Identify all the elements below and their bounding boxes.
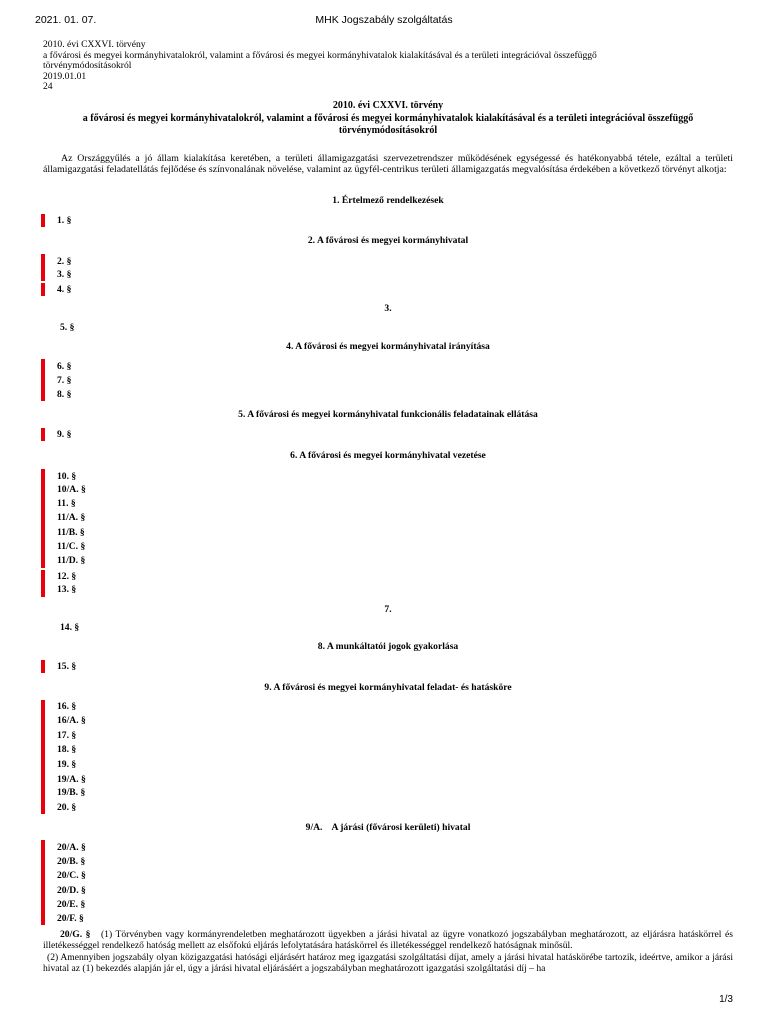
section-20e[interactable]: 20/E. §: [57, 899, 86, 910]
section-18[interactable]: 18. §: [57, 744, 77, 755]
chapter-9a-title: A járási (fővárosi kerületi) hivatal: [331, 822, 471, 833]
page-number: 1/3: [719, 994, 733, 1005]
section-15[interactable]: 15. §: [57, 661, 77, 672]
section-11[interactable]: 11. §: [57, 498, 76, 509]
section-11b[interactable]: 11/B. §: [57, 527, 85, 538]
section-20d[interactable]: 20/D. §: [57, 885, 86, 896]
meta-effective-date: 2019.01.01: [43, 70, 87, 82]
print-header: [0, 14, 768, 30]
change-marker: [41, 700, 45, 814]
chapter-3-heading: 3.: [384, 303, 392, 314]
change-marker: [41, 570, 45, 597]
section-4[interactable]: 4. §: [57, 284, 72, 295]
section-10[interactable]: 10. §: [57, 471, 77, 482]
document-title: [43, 100, 733, 138]
section-20g-label[interactable]: 20/G. §: [60, 929, 91, 940]
change-marker: [41, 254, 45, 281]
section-7[interactable]: 7. §: [57, 375, 72, 386]
document-metadata: [43, 40, 733, 93]
section-16a[interactable]: 16/A. §: [57, 715, 86, 726]
change-marker: [41, 214, 45, 227]
section-20g-text-1: (1) Törvényben vagy kormányrendeletben meghatározott ügyekben a járási hivatal az ügyre vonatkozó jogszabályban meghatározott, az eljárásra hatáskörrel és illetékességgel rendelkező hatóság mellett az elsőfokú eljárás lefolytatására hatáskörrel és illetékességgel rendelkező hatóságnak minősül.: [43, 929, 733, 951]
change-marker: [41, 359, 45, 401]
meta-law-title: 2010. évi CXXVI. törvény: [43, 39, 146, 50]
section-14[interactable]: 14. §: [60, 622, 80, 633]
chapter-1-heading: 1. Értelmező rendelkezések: [332, 195, 444, 206]
chapter-9a-heading: [43, 822, 733, 834]
title-line-3: törvénymódosításokról: [338, 125, 438, 136]
section-2[interactable]: 2. §: [57, 256, 72, 267]
change-marker: [41, 428, 45, 441]
section-9[interactable]: 9. §: [57, 429, 72, 440]
section-20g-paragraph-1: [43, 929, 733, 951]
change-marker: [41, 283, 45, 296]
chapter-9a-number: 9/A.: [305, 822, 323, 833]
meta-number: 24: [43, 81, 53, 93]
title-line-2: a fővárosi és megyei kormányhivatalokról, valamint a fővárosi és megyei kormányhivatalok kialakításával és a területi integrációval összefüggő: [82, 112, 694, 124]
meta-law-subtitle: a fővárosi és megyei kormányhivatalokról, valamint a fővárosi és megyei kormányhivatalok kialakításával és a területi integrációval összefüggő: [43, 49, 597, 61]
preamble: Az Országgyűlés a jó állam kialakítása keretében, a területi államigazgatási szervezetrendszer működésének egységessé és hatékonyabbá tétele, ezáltal a területi államigazgatási feladatellátás fejlődése és színvonalának növelése, valamint az ügyfél-centrikus területi államigazgatás megvalósítása érdekében a következő törvényt alkotja:: [43, 153, 733, 176]
print-date: 2021. 01. 07.: [35, 14, 97, 26]
section-20a[interactable]: 20/A. §: [57, 842, 86, 853]
section-20b[interactable]: 20/B. §: [57, 856, 86, 867]
chapter-9-heading: 9. A fővárosi és megyei kormányhivatal feladat- és hatásköre: [264, 682, 512, 693]
chapter-7-heading: 7.: [384, 604, 392, 615]
section-19b[interactable]: 19/B. §: [57, 787, 86, 798]
section-11a[interactable]: 11/A. §: [57, 512, 86, 523]
section-17[interactable]: 17. §: [57, 730, 77, 741]
section-3[interactable]: 3. §: [57, 269, 72, 280]
section-20c[interactable]: 20/C. §: [57, 870, 86, 881]
chapter-6-heading: 6. A fővárosi és megyei kormányhivatal vezetése: [290, 450, 486, 461]
section-20g-paragraph-2: (2) Amennyiben jogszabály olyan közigazgatási hatósági eljárásért határoz meg igazgatási szolgáltatási díjat, amely a járási hivatal hatáskörébe tartozik, ideértve, amikor a járási hivatal az (1) bekezdés alapján jár el, úgy a járási hivatal eljárásáért a jogszabályban meghatározott igazgatási szolgáltatási díj – ha: [43, 952, 733, 974]
chapter-5-heading: 5. A fővárosi és megyei kormányhivatal funkcionális feladatainak ellátása: [238, 409, 538, 420]
section-19a[interactable]: 19/A. §: [57, 774, 86, 785]
chapter-2-heading: 2. A fővárosi és megyei kormányhivatal: [307, 235, 469, 246]
service-name: MHK Jogszabály szolgáltatás: [315, 14, 453, 26]
section-20[interactable]: 20. §: [57, 802, 77, 813]
chapter-4-heading: 4. A fővárosi és megyei kormányhivatal irányítása: [286, 341, 490, 352]
section-20f[interactable]: 20/F. §: [57, 913, 84, 924]
section-11d[interactable]: 11/D. §: [57, 555, 86, 566]
chapter-8-heading: 8. A munkáltatói jogok gyakorlása: [317, 641, 459, 652]
section-10a[interactable]: 10/A. §: [57, 484, 86, 495]
section-5[interactable]: 5. §: [60, 322, 75, 333]
section-13[interactable]: 13. §: [57, 584, 77, 595]
change-marker: [41, 660, 45, 673]
meta-law-subtitle-cont: törvénymódosításokról: [43, 60, 132, 72]
section-8[interactable]: 8. §: [57, 389, 72, 400]
section-19[interactable]: 19. §: [57, 759, 77, 770]
section-11c[interactable]: 11/C. §: [57, 541, 86, 552]
change-marker: [41, 469, 45, 568]
title-line-1: 2010. évi CXXVI. törvény: [332, 100, 444, 111]
section-16[interactable]: 16. §: [57, 701, 77, 712]
change-marker: [41, 840, 45, 925]
section-12[interactable]: 12. §: [57, 571, 77, 582]
section-1[interactable]: 1. §: [57, 215, 72, 226]
section-6[interactable]: 6. §: [57, 361, 72, 372]
